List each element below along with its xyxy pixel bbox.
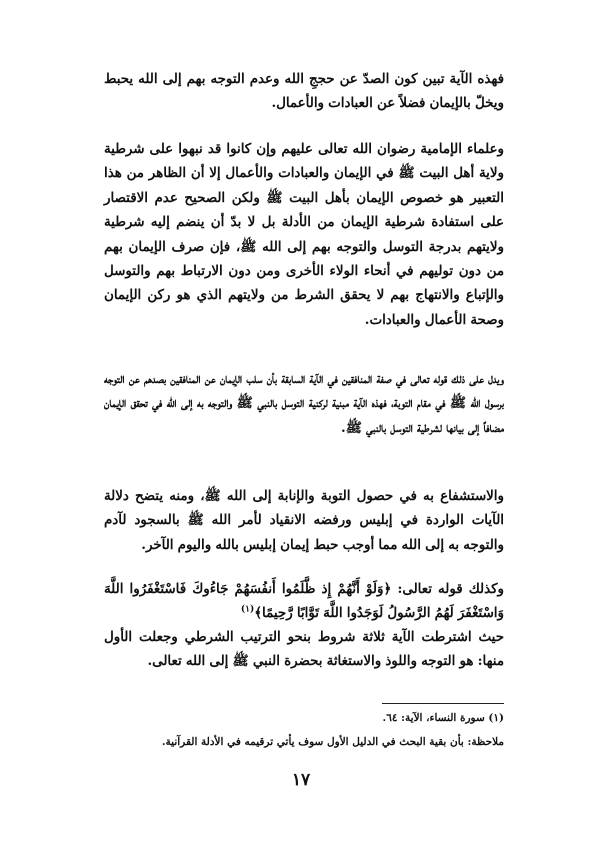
footnote-divider bbox=[382, 703, 504, 704]
paragraph-2: وعلماء الإمامية رضوان الله تعالى عليهم وإن كانوا قد نبهوا على شرطية ولاية أهل البيت ﷺ في الإيمان والعبادات والأعمال إلا أن الظاهر من هذا التعبير هو خصوص الإيمان بأهل البيت ﷺ ولكن الصحيح عدم الاقتصار على استفادة شرطية الإيمان من الأدلة بل لا بدّ أن ينضم إليه شرطية ولايتهم بدرجة التوسل والتوجه بهم إلى الله ﷺ، فإن صرف الإيمان بهم من دون توليهم في أنحاء الولاء الأخرى ومن دون الارتباط بهم والتوسل والإتباع والانتهاج بهم لا يحقق الشرط من ولايتهم الذي هو ركن الإيمان وصحة الأعمال والعبادات. bbox=[104, 141, 504, 328]
verse-lead: وكذلك قوله تعالى: bbox=[397, 581, 505, 597]
quran-verse: ﴿وَلَوْ أَنَّهُمْ إِذ ظَّلَمُوا أَنفُسَهُمْ جَاءُوكَ فَاسْتَغْفَرُوا اللَّهَ وَاسْتَغْفَرَ لَهُمُ الرَّسُولُ لَوَجَدُوا اللَّهَ تَوَّابًا رَّحِيمًا﴾ bbox=[104, 581, 504, 622]
footnote-reference: (١) bbox=[240, 604, 255, 615]
closing-paragraph: حيث اشترطت الآية ثلاثة شروط بنحو الترتيب الشرطي وجعلت الأول منها: هو التوجه واللوذ والاستغاثة بحضرة النبي ﷺ إلى الله تعالى. bbox=[104, 629, 504, 670]
footnote-note: ملاحظة: بأن بقية البحث في الدليل الأول سوف يأتي ترقيمه في الأدلة القرآنية. bbox=[161, 736, 504, 748]
paragraph-4: والاستشفاع به في حصول التوبة والإنابة إلى الله ﷺ، ومنه يتضح دلالة الآيات الواردة في إبليس ورفضه الانقياد لأمر الله ﷺ بالسجود لآدم والتوجه به إلى الله مما أوجب حبط إيمان إبليس بالله واليوم الآخر. bbox=[104, 488, 504, 553]
paragraph-1: فهذه الآية تبين كون الصدّ عن حججِ الله وعدم التوجه بهم إلى الله يحبط ويخلّ بالإيمان فضلاً عن العبادات والأعمال. bbox=[104, 71, 504, 112]
paragraph-3: ويدل على ذلك قوله تعالى في صفة المنافقين في الآية السابقة بأن سلب الإيمان عن المنافقين بصدهم عن التوجه برسول الله ﷺ في مقام التوبة، فهذه الآية مبنية لركنية التوسل بالنبي ﷺ والتوجه به إلى الله في تحقق الإيمان مضافاً إلى بيانها لشرطية التوسل بالنبي ﷺ. bbox=[104, 371, 504, 436]
footnote-1: (١) سورة النساء، الآية: ٦٤. bbox=[382, 712, 504, 724]
page-number: ١٧ bbox=[291, 770, 311, 790]
quran-verse-paragraph bbox=[104, 577, 504, 626]
